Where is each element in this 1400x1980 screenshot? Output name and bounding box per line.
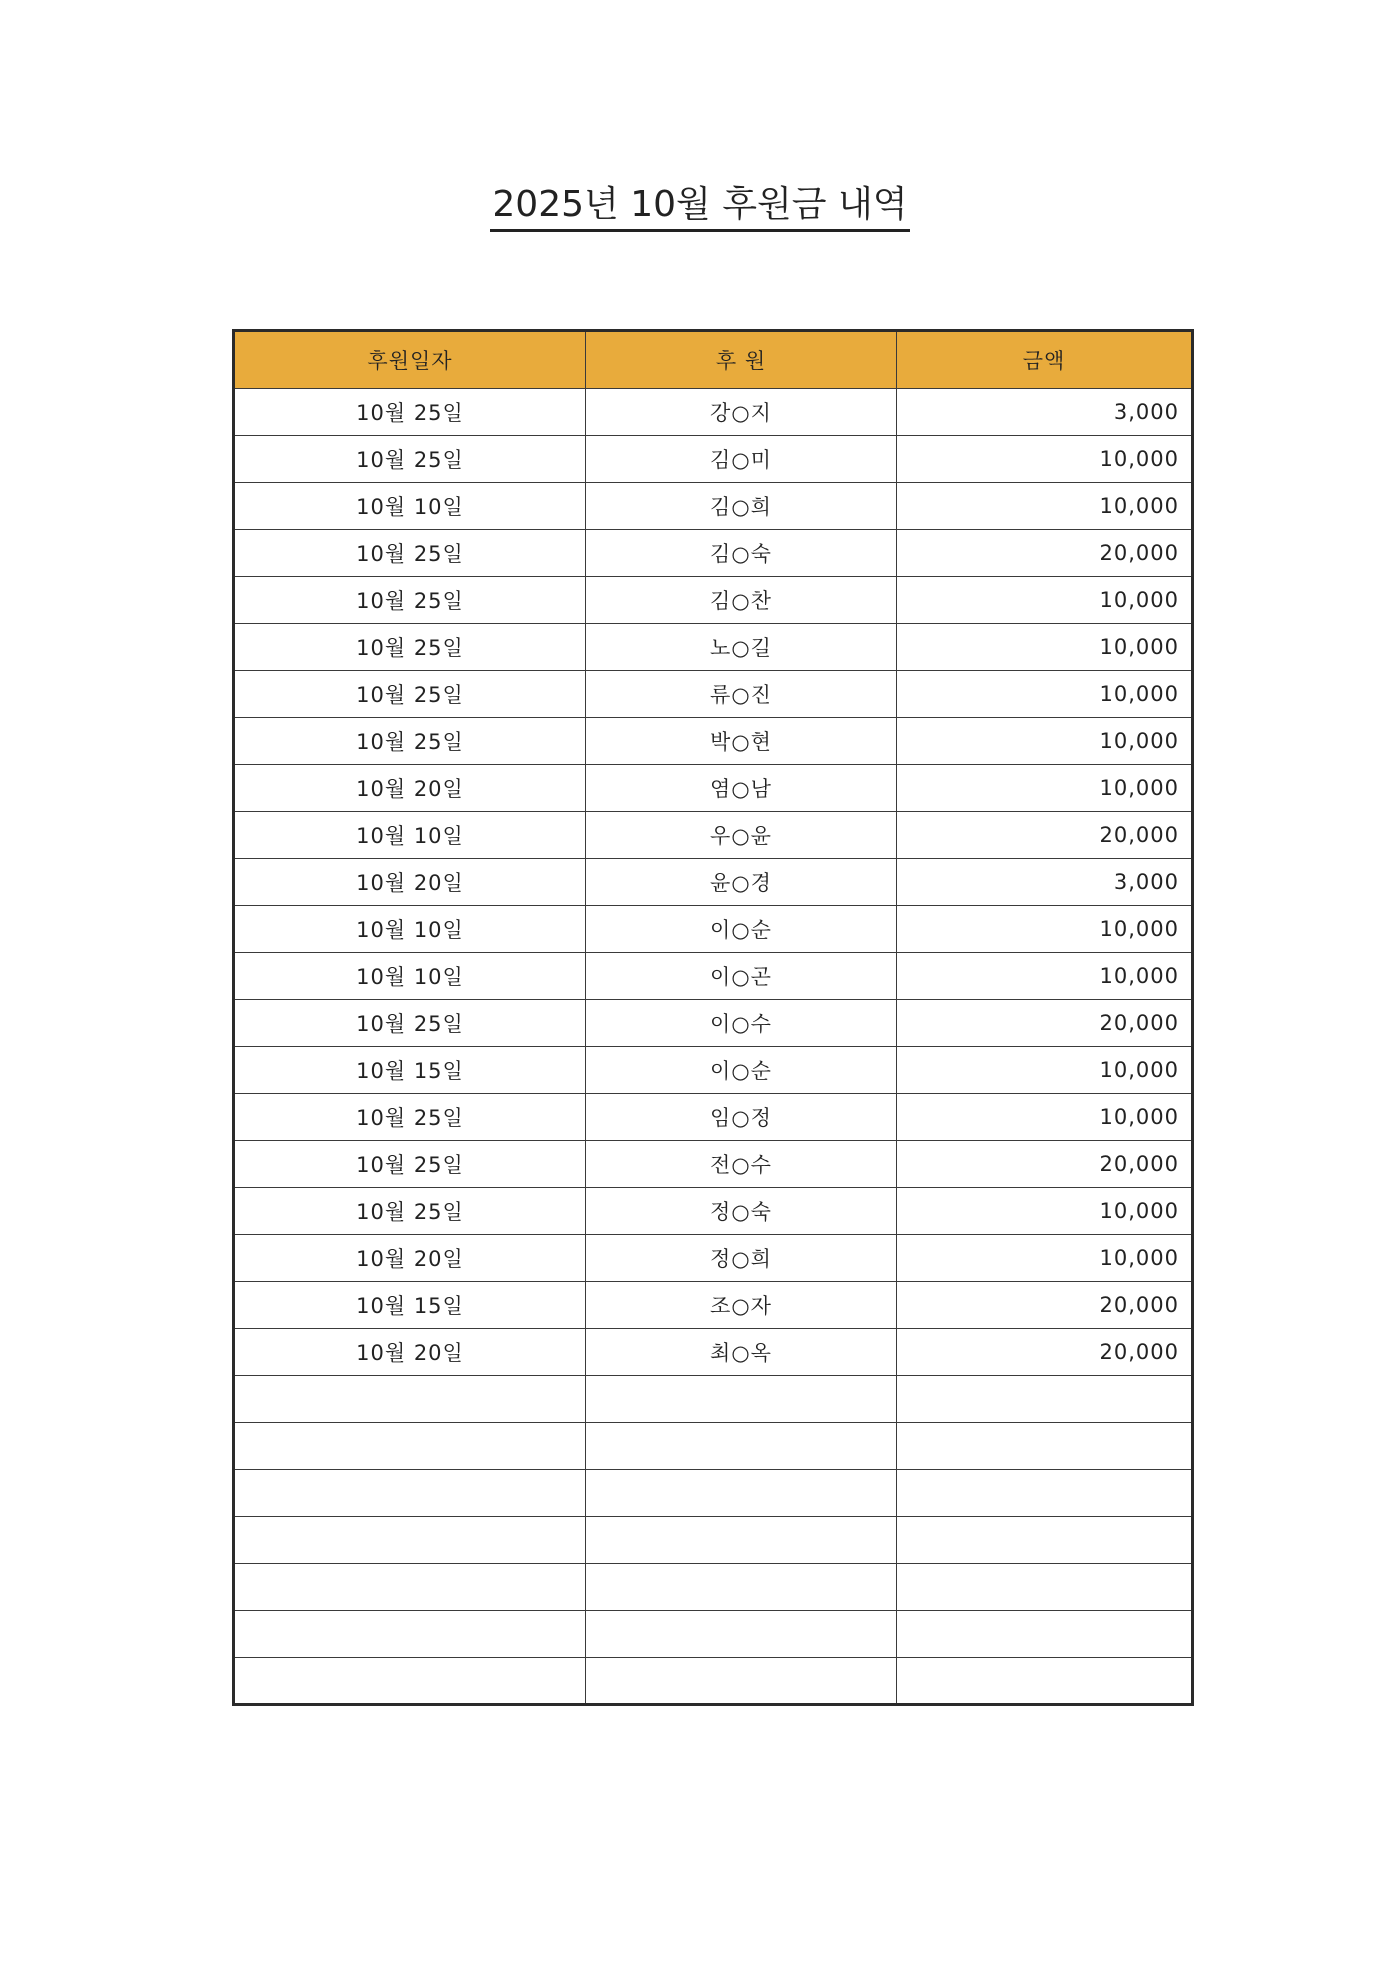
cell-date: 10월 10일 — [234, 953, 586, 1000]
cell-amount: 3,000 — [897, 859, 1193, 906]
table-row — [234, 1000, 1193, 1047]
cell-donor: 김○찬 — [586, 577, 897, 624]
table-row — [234, 577, 1193, 624]
cell-donor — [586, 1376, 897, 1423]
cell-date — [234, 1564, 586, 1611]
table-row — [234, 1141, 1193, 1188]
table-row — [234, 1047, 1193, 1094]
cell-donor: 류○진 — [586, 671, 897, 718]
donation-table — [232, 329, 1194, 1706]
cell-donor: 이○수 — [586, 1000, 897, 1047]
table-row — [234, 1282, 1193, 1329]
table-row — [234, 483, 1193, 530]
cell-date — [234, 1470, 586, 1517]
cell-date: 10월 25일 — [234, 1094, 586, 1141]
cell-date: 10월 20일 — [234, 1235, 586, 1282]
cell-amount: 10,000 — [897, 765, 1193, 812]
cell-date: 10월 20일 — [234, 859, 586, 906]
cell-date — [234, 1517, 586, 1564]
table-row — [234, 765, 1193, 812]
header-donor: 후 원 — [586, 331, 897, 389]
table-row — [234, 953, 1193, 1000]
cell-date: 10월 25일 — [234, 530, 586, 577]
cell-amount: 10,000 — [897, 436, 1193, 483]
table-row — [234, 389, 1193, 436]
cell-amount — [897, 1658, 1193, 1705]
cell-donor: 노○길 — [586, 624, 897, 671]
table-row — [234, 1423, 1193, 1470]
cell-donor: 정○숙 — [586, 1188, 897, 1235]
cell-donor: 정○희 — [586, 1235, 897, 1282]
cell-date: 10월 20일 — [234, 765, 586, 812]
donation-rows — [234, 389, 1193, 1705]
cell-date — [234, 1658, 586, 1705]
cell-donor — [586, 1564, 897, 1611]
cell-amount: 10,000 — [897, 906, 1193, 953]
table-row — [234, 671, 1193, 718]
cell-donor — [586, 1611, 897, 1658]
cell-donor: 우○윤 — [586, 812, 897, 859]
cell-donor — [586, 1517, 897, 1564]
cell-date: 10월 15일 — [234, 1282, 586, 1329]
cell-date: 10월 25일 — [234, 718, 586, 765]
cell-date: 10월 15일 — [234, 1047, 586, 1094]
cell-date: 10월 25일 — [234, 1141, 586, 1188]
cell-donor — [586, 1423, 897, 1470]
cell-donor — [586, 1658, 897, 1705]
table-row — [234, 1470, 1193, 1517]
cell-date: 10월 25일 — [234, 1000, 586, 1047]
cell-amount: 10,000 — [897, 577, 1193, 624]
table-row — [234, 1329, 1193, 1376]
cell-amount: 20,000 — [897, 1000, 1193, 1047]
table-header-row — [234, 331, 1193, 389]
cell-amount — [897, 1564, 1193, 1611]
cell-donor: 김○미 — [586, 436, 897, 483]
cell-amount — [897, 1517, 1193, 1564]
cell-amount — [897, 1423, 1193, 1470]
cell-date: 10월 10일 — [234, 483, 586, 530]
cell-date: 10월 10일 — [234, 906, 586, 953]
table-row — [234, 906, 1193, 953]
table-row — [234, 1376, 1193, 1423]
cell-donor: 김○희 — [586, 483, 897, 530]
table-row — [234, 1188, 1193, 1235]
cell-amount — [897, 1470, 1193, 1517]
cell-amount: 10,000 — [897, 718, 1193, 765]
cell-donor: 전○수 — [586, 1141, 897, 1188]
table-row — [234, 1235, 1193, 1282]
cell-date: 10월 25일 — [234, 1188, 586, 1235]
cell-donor: 박○현 — [586, 718, 897, 765]
cell-amount — [897, 1376, 1193, 1423]
table-row — [234, 1094, 1193, 1141]
header-amount: 금액 — [897, 331, 1193, 389]
cell-amount — [897, 1611, 1193, 1658]
table-row — [234, 1517, 1193, 1564]
cell-amount: 3,000 — [897, 389, 1193, 436]
cell-date — [234, 1423, 586, 1470]
table-row — [234, 1564, 1193, 1611]
page-title — [0, 183, 1400, 232]
cell-donor: 이○순 — [586, 906, 897, 953]
cell-date: 10월 25일 — [234, 436, 586, 483]
table-row — [234, 1611, 1193, 1658]
cell-date: 10월 25일 — [234, 624, 586, 671]
table-row — [234, 718, 1193, 765]
table-row — [234, 530, 1193, 577]
table-row — [234, 1658, 1193, 1705]
cell-amount: 10,000 — [897, 624, 1193, 671]
cell-donor — [586, 1470, 897, 1517]
cell-amount: 20,000 — [897, 530, 1193, 577]
cell-amount: 20,000 — [897, 1282, 1193, 1329]
cell-date — [234, 1376, 586, 1423]
table-row — [234, 812, 1193, 859]
cell-amount: 10,000 — [897, 671, 1193, 718]
cell-amount: 10,000 — [897, 1235, 1193, 1282]
cell-date — [234, 1611, 586, 1658]
cell-donor: 조○자 — [586, 1282, 897, 1329]
table-row — [234, 624, 1193, 671]
cell-amount: 20,000 — [897, 812, 1193, 859]
cell-date: 10월 20일 — [234, 1329, 586, 1376]
cell-date: 10월 25일 — [234, 671, 586, 718]
table-row — [234, 436, 1193, 483]
cell-amount: 10,000 — [897, 1047, 1193, 1094]
cell-date: 10월 25일 — [234, 577, 586, 624]
cell-donor: 이○순 — [586, 1047, 897, 1094]
cell-amount: 20,000 — [897, 1329, 1193, 1376]
cell-donor: 최○옥 — [586, 1329, 897, 1376]
cell-donor: 염○남 — [586, 765, 897, 812]
cell-amount: 10,000 — [897, 953, 1193, 1000]
header-date: 후원일자 — [234, 331, 586, 389]
cell-date: 10월 25일 — [234, 389, 586, 436]
cell-donor: 이○곤 — [586, 953, 897, 1000]
cell-amount: 10,000 — [897, 483, 1193, 530]
cell-donor: 윤○경 — [586, 859, 897, 906]
cell-donor: 임○정 — [586, 1094, 897, 1141]
table-row — [234, 859, 1193, 906]
cell-amount: 10,000 — [897, 1188, 1193, 1235]
cell-amount: 10,000 — [897, 1094, 1193, 1141]
cell-donor: 김○숙 — [586, 530, 897, 577]
page-title-text: 2025년 10월 후원금 내역 — [490, 183, 909, 232]
cell-amount: 20,000 — [897, 1141, 1193, 1188]
cell-donor: 강○지 — [586, 389, 897, 436]
cell-date: 10월 10일 — [234, 812, 586, 859]
